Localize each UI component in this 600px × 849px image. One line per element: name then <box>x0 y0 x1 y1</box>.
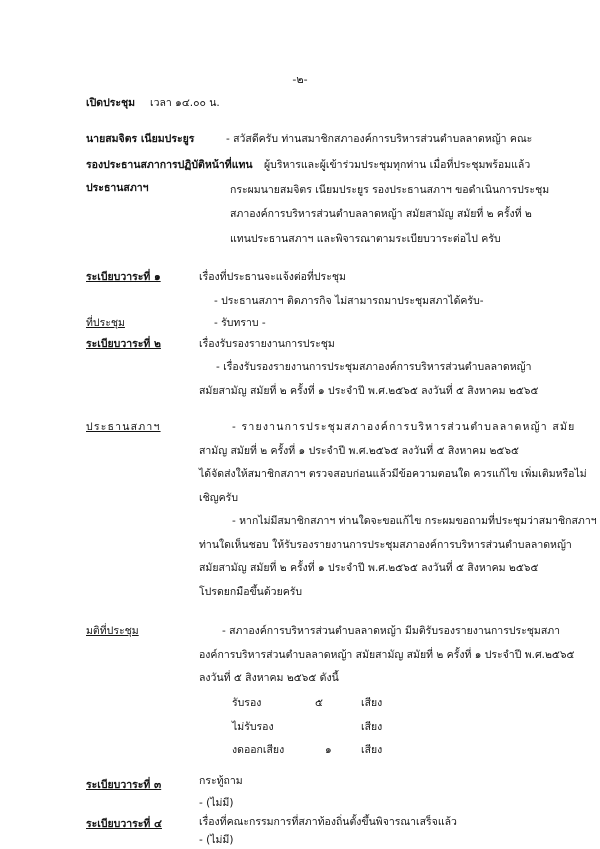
vote-unit: เสียง <box>361 697 383 709</box>
agenda-4-title: เรื่องที่คณะกรรมการที่สภาท้องถิ่นตั้งขึ้นพิจารณาเสร็จแล้ว <box>199 816 457 828</box>
page-number: -๒- <box>292 73 308 86</box>
chair-line: สมัยสามัญ สมัยที่ ๒ ครั้งที่ ๑ ประจำปี พ.ศ.๒๕๖๕ ลงวันที่ ๕ สิงหาคม ๒๕๖๕ <box>199 562 539 574</box>
agenda-2-item: - เรื่องรับรองรายงานการประชุมสภาองค์การบริหารส่วนตำบลลาดหญ้า <box>216 361 532 373</box>
vote-unit: เสียง <box>361 744 383 756</box>
speech-line: - สวัสดีครับ ท่านสมาชิกสภาองค์การบริหารส่วนตำบลลาดหญ้า คณะ <box>226 133 533 145</box>
meeting-acknowledged: - รับทราบ - <box>214 317 266 329</box>
agenda-2-item: สมัยสามัญ สมัยที่ ๒ ครั้งที่ ๑ ประจำปี พ.ศ.๒๕๖๕ ลงวันที่ ๕ สิงหาคม ๒๕๖๕ <box>199 385 539 397</box>
chair-line: - รายงานการประชุมสภาองค์การบริหารส่วนตำบลลาดหญ้า สมัย <box>232 421 576 433</box>
resolution-line: - สภาองค์การบริหารส่วนตำบลลาดหญ้า มีมติรับรองรายงานการประชุมสภา <box>222 625 561 637</box>
resolution-line: องค์การบริหารส่วนตำบลลาดหญ้า สมัยสามัญ สมัยที่ ๒ ครั้งที่ ๑ ประจำปี พ.ศ.๒๕๖๕ <box>199 649 575 661</box>
speaker-role-chair: ประธานสภาฯ <box>86 182 149 194</box>
agenda-3-label: ระเบียบวาระที่ ๓ <box>86 779 162 791</box>
agenda-4-label: ระเบียบวาระที่ ๔ <box>86 818 162 830</box>
speech-line: แทนประธานสภาฯ และพิจารณาตามระเบียบวาระต่อไป ครับ <box>230 233 501 245</box>
speaker-role: รองประธานสภาการปฏิบัติหน้าที่แทน <box>86 159 253 171</box>
agenda-3-note: - (ไม่มี) <box>199 797 234 809</box>
chair-line: ได้จัดส่งให้สมาชิกสภาฯ ตรวจสอบก่อนแล้วมีข้อความตอนใด ควรแก้ไข เพิ่มเติมหรือไม่ <box>199 468 587 480</box>
chair-line: ท่านใดเห็นชอบ ให้รับรองรายงานการประชุมสภาองค์การบริหารส่วนตำบลลาดหญ้า <box>199 539 572 551</box>
chair-line: โปรดยกมือขึ้นด้วยครับ <box>199 586 303 598</box>
vote-unit: เสียง <box>361 721 383 733</box>
opening-label: เปิดประชุม <box>86 97 136 109</box>
meeting-label: ที่ประชุม <box>86 317 125 329</box>
chair-line: เชิญครับ <box>199 492 238 504</box>
chair-line: - หากไม่มีสมาชิกสภาฯ ท่านใดจะขอแก้ไข กระผมขอถามที่ประชุมว่าสมาชิกสภาฯ <box>232 515 597 527</box>
vote-label: งดออกเสียง <box>232 744 285 756</box>
vote-label: รับรอง <box>232 697 262 709</box>
chair-line: สามัญ สมัยที่ ๒ ครั้งที่ ๑ ประจำปี พ.ศ.๒๕๖๕ ลงวันที่ ๕ สิงหาคม ๒๕๖๕ <box>199 445 519 457</box>
agenda-2-title: เรื่องรับรองรายงานการประชุม <box>199 338 335 350</box>
opening-time: เวลา ๑๔.๐๐ น. <box>150 97 220 109</box>
chair-label: ประธานสภาฯ <box>86 421 161 433</box>
vote-count: ๕ <box>315 697 323 709</box>
agenda-1-item: - ประธานสภาฯ ติดภารกิจ ไม่สามารถมาประชุมสภาได้ครับ- <box>214 295 484 307</box>
agenda-1-label: ระเบียบวาระที่ ๑ <box>86 271 161 283</box>
speech-line: สภาองค์การบริหารส่วนตำบลลาดหญ้า สมัยสามัญ สมัยที่ ๒ ครั้งที่ ๒ <box>230 208 532 220</box>
speaker-name: นายสมจิตร เนียมประยูร <box>86 133 195 145</box>
vote-label: ไม่รับรอง <box>232 721 274 733</box>
agenda-2-label: ระเบียบวาระที่ ๒ <box>86 338 161 350</box>
resolution-label: มติที่ประชุม <box>86 625 139 637</box>
speech-line: กระผมนายสมจิตร เนียมประยูร รองประธานสภาฯ ขอดำเนินการประชุม <box>230 184 550 196</box>
resolution-line: ลงวันที่ ๕ สิงหาคม ๒๕๖๕ ดังนี้ <box>199 672 339 684</box>
agenda-3-title: กระทู้ถาม <box>199 775 243 787</box>
agenda-4-note: - (ไม่มี) <box>199 834 234 846</box>
agenda-1-title: เรื่องที่ประธานจะแจ้งต่อที่ประชุม <box>199 271 346 283</box>
speech-line: ผู้บริหารและผู้เข้าร่วมประชุมทุกท่าน เมื่อที่ประชุมพร้อมแล้ว <box>264 159 531 171</box>
vote-count: ๑ <box>325 744 332 756</box>
